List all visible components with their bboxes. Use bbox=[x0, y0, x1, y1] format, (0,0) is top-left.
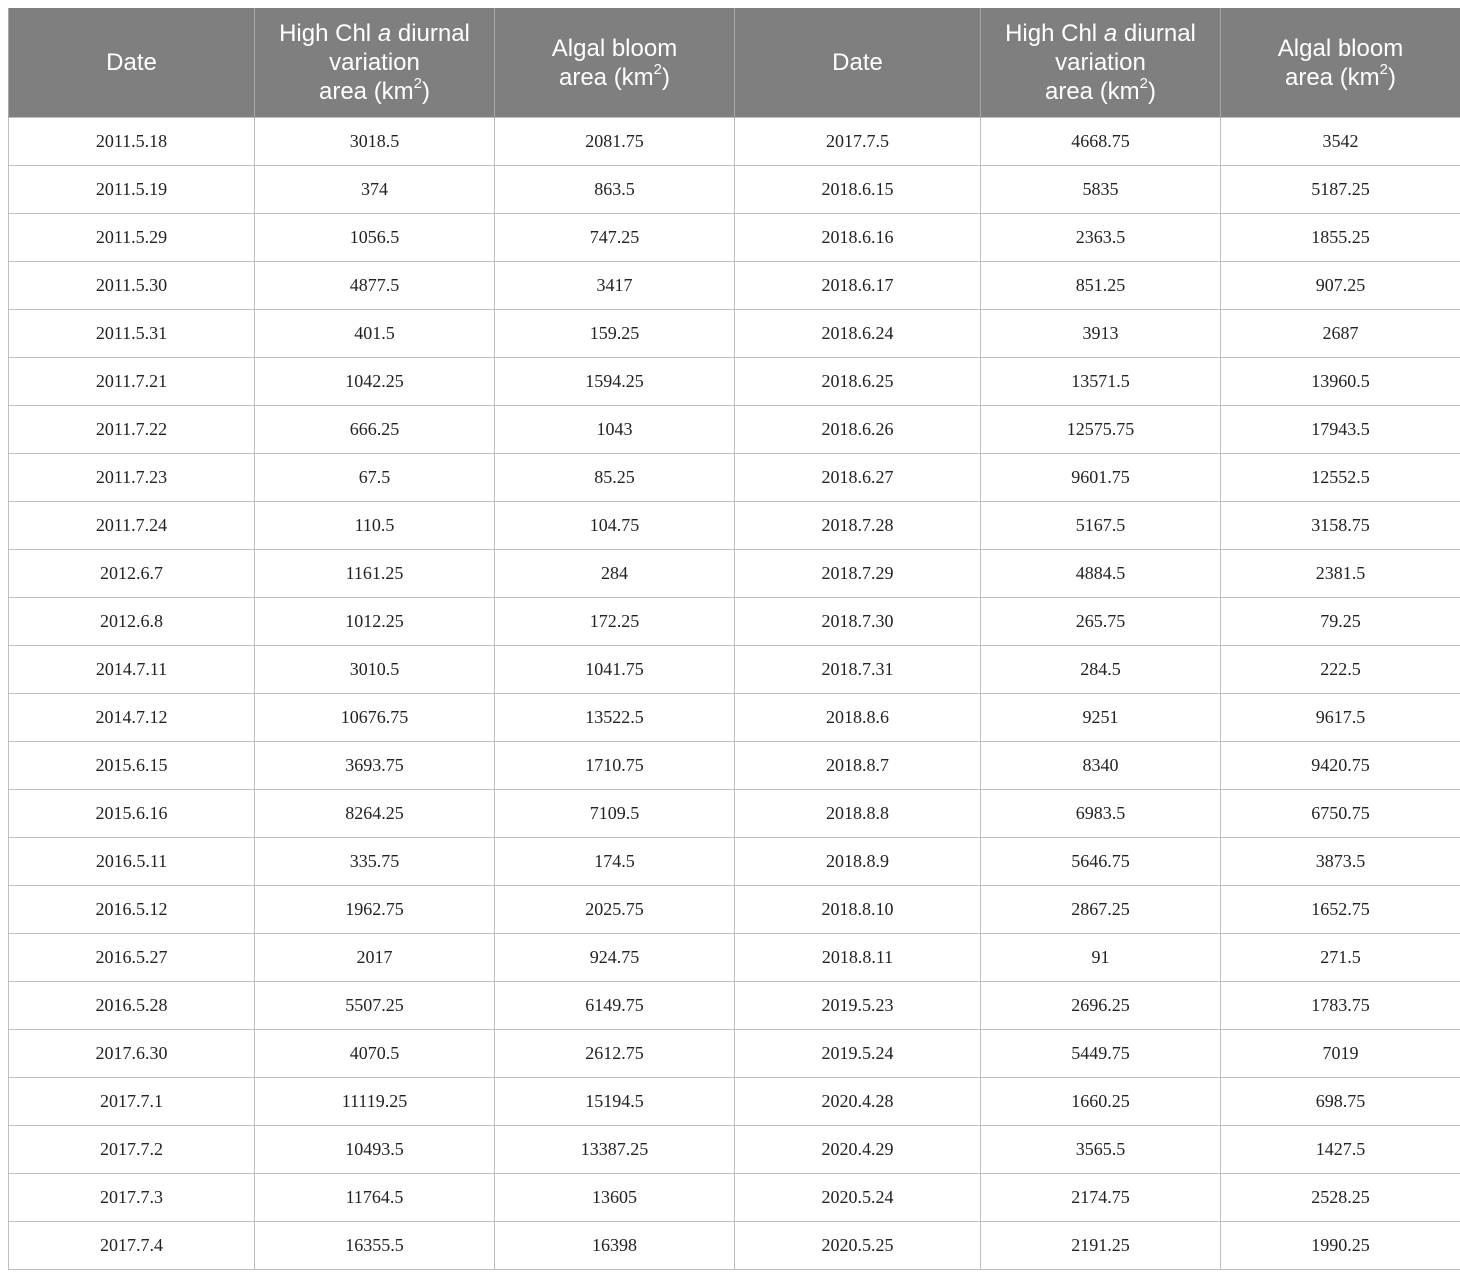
algal-bloom-area-cell: 6149.75 bbox=[495, 982, 735, 1030]
high-chl-area-cell: 13571.5 bbox=[981, 358, 1221, 406]
high-chl-area-cell: 284.5 bbox=[981, 646, 1221, 694]
date-cell: 2011.5.31 bbox=[9, 310, 255, 358]
high-chl-area-cell: 11764.5 bbox=[255, 1174, 495, 1222]
high-chl-area-cell: 1042.25 bbox=[255, 358, 495, 406]
algal-bloom-area-cell: 17943.5 bbox=[1221, 406, 1460, 454]
algal-bloom-area-cell: 747.25 bbox=[495, 214, 735, 262]
table-row bbox=[9, 358, 1460, 406]
algal-bloom-area-cell: 13522.5 bbox=[495, 694, 735, 742]
high-chl-area-cell: 16355.5 bbox=[255, 1222, 495, 1270]
algal-bloom-area-cell: 174.5 bbox=[495, 838, 735, 886]
header-high-chl-area bbox=[255, 8, 495, 118]
algal-bloom-area-cell: 2381.5 bbox=[1221, 550, 1460, 598]
high-chl-area-cell: 1012.25 bbox=[255, 598, 495, 646]
algal-bloom-area-cell: 1710.75 bbox=[495, 742, 735, 790]
high-chl-area-cell: 2174.75 bbox=[981, 1174, 1221, 1222]
algal-bloom-area-cell: 1783.75 bbox=[1221, 982, 1460, 1030]
algal-bloom-area-cell: 12552.5 bbox=[1221, 454, 1460, 502]
high-chl-area-cell: 10676.75 bbox=[255, 694, 495, 742]
algal-bloom-area-cell: 907.25 bbox=[1221, 262, 1460, 310]
table-row bbox=[9, 502, 1460, 550]
algal-bloom-area-cell: 2528.25 bbox=[1221, 1174, 1460, 1222]
high-chl-area-cell: 265.75 bbox=[981, 598, 1221, 646]
date-cell: 2017.6.30 bbox=[9, 1030, 255, 1078]
header-line-2: variation bbox=[1055, 49, 1146, 76]
table-body bbox=[9, 118, 1460, 1270]
date-cell: 2018.6.16 bbox=[735, 214, 981, 262]
algal-bloom-area-cell: 159.25 bbox=[495, 310, 735, 358]
date-cell: 2018.8.9 bbox=[735, 838, 981, 886]
high-chl-area-cell: 5835 bbox=[981, 166, 1221, 214]
algal-bloom-area-cell: 924.75 bbox=[495, 934, 735, 982]
header-date-label: Date bbox=[106, 49, 157, 76]
data-table bbox=[8, 8, 1460, 1270]
table-row bbox=[9, 790, 1460, 838]
high-chl-area-cell: 2867.25 bbox=[981, 886, 1221, 934]
header-line-2: variation bbox=[329, 49, 420, 76]
high-chl-area-cell: 3913 bbox=[981, 310, 1221, 358]
table-row bbox=[9, 118, 1460, 166]
date-cell: 2020.4.29 bbox=[735, 1126, 981, 1174]
high-chl-area-cell: 3565.5 bbox=[981, 1126, 1221, 1174]
table-row bbox=[9, 1030, 1460, 1078]
high-chl-area-cell: 3693.75 bbox=[255, 742, 495, 790]
algal-bloom-area-cell: 222.5 bbox=[1221, 646, 1460, 694]
table-row bbox=[9, 838, 1460, 886]
table-row bbox=[9, 886, 1460, 934]
table-row bbox=[9, 454, 1460, 502]
table-row bbox=[9, 598, 1460, 646]
date-cell: 2017.7.5 bbox=[735, 118, 981, 166]
algal-bloom-area-cell: 1594.25 bbox=[495, 358, 735, 406]
high-chl-area-cell: 9251 bbox=[981, 694, 1221, 742]
algal-bloom-area-cell: 172.25 bbox=[495, 598, 735, 646]
algal-bloom-area-cell: 7019 bbox=[1221, 1030, 1460, 1078]
date-cell: 2014.7.11 bbox=[9, 646, 255, 694]
date-cell: 2011.5.19 bbox=[9, 166, 255, 214]
algal-bloom-area-cell: 2081.75 bbox=[495, 118, 735, 166]
table-row bbox=[9, 166, 1460, 214]
header-algal-bloom-area bbox=[1221, 8, 1460, 118]
date-cell: 2020.4.28 bbox=[735, 1078, 981, 1126]
algal-bloom-area-cell: 13605 bbox=[495, 1174, 735, 1222]
high-chl-area-cell: 5167.5 bbox=[981, 502, 1221, 550]
header-line-3: area $(km^2)$ bbox=[1044, 75, 1157, 105]
algal-bloom-area-cell: 3873.5 bbox=[1221, 838, 1460, 886]
date-cell: 2011.5.29 bbox=[9, 214, 255, 262]
date-cell: 2011.7.23 bbox=[9, 454, 255, 502]
algal-bloom-area-cell: 2612.75 bbox=[495, 1030, 735, 1078]
date-cell: 2018.6.25 bbox=[735, 358, 981, 406]
table-row bbox=[9, 310, 1460, 358]
high-chl-area-cell: 3018.5 bbox=[255, 118, 495, 166]
high-chl-area-cell: 2191.25 bbox=[981, 1222, 1221, 1270]
date-cell: 2018.8.7 bbox=[735, 742, 981, 790]
table-row bbox=[9, 646, 1460, 694]
date-cell: 2019.5.23 bbox=[735, 982, 981, 1030]
algal-bloom-area-cell: 284 bbox=[495, 550, 735, 598]
high-chl-area-cell: 110.5 bbox=[255, 502, 495, 550]
date-cell: 2016.5.11 bbox=[9, 838, 255, 886]
date-cell: 2015.6.16 bbox=[9, 790, 255, 838]
high-chl-area-cell: 4070.5 bbox=[255, 1030, 495, 1078]
high-chl-area-cell: 1056.5 bbox=[255, 214, 495, 262]
algal-bloom-area-cell: 698.75 bbox=[1221, 1078, 1460, 1126]
table-row bbox=[9, 1222, 1460, 1270]
date-cell: 2018.7.28 bbox=[735, 502, 981, 550]
header-line-2: area $(km^2)$ bbox=[558, 60, 671, 91]
date-cell: 2017.7.2 bbox=[9, 1126, 255, 1174]
algal-bloom-area-cell: 3158.75 bbox=[1221, 502, 1460, 550]
high-chl-area-cell: 1161.25 bbox=[255, 550, 495, 598]
table-row bbox=[9, 406, 1460, 454]
algal-bloom-area-cell: 85.25 bbox=[495, 454, 735, 502]
date-cell: 2016.5.12 bbox=[9, 886, 255, 934]
header-high-chl-area bbox=[981, 8, 1221, 118]
table-row bbox=[9, 550, 1460, 598]
date-cell: 2018.6.17 bbox=[735, 262, 981, 310]
high-chl-area-cell: 2696.25 bbox=[981, 982, 1221, 1030]
header-line-2: area $(km^2)$ bbox=[1284, 60, 1397, 91]
algal-bloom-area-cell: 2687 bbox=[1221, 310, 1460, 358]
high-chl-area-cell: 8340 bbox=[981, 742, 1221, 790]
date-cell: 2018.8.8 bbox=[735, 790, 981, 838]
algal-bloom-area-cell: 15194.5 bbox=[495, 1078, 735, 1126]
header-row bbox=[9, 8, 1460, 118]
algal-bloom-area-cell: 9420.75 bbox=[1221, 742, 1460, 790]
high-chl-area-cell: 4884.5 bbox=[981, 550, 1221, 598]
algal-bloom-area-cell: 9617.5 bbox=[1221, 694, 1460, 742]
date-cell: 2015.6.15 bbox=[9, 742, 255, 790]
algal-bloom-area-cell: 104.75 bbox=[495, 502, 735, 550]
algal-bloom-area-cell: 13960.5 bbox=[1221, 358, 1460, 406]
date-cell: 2018.6.24 bbox=[735, 310, 981, 358]
algal-bloom-area-cell: 3542 bbox=[1221, 118, 1460, 166]
high-chl-area-cell: 91 bbox=[981, 934, 1221, 982]
algal-bloom-area-cell: 7109.5 bbox=[495, 790, 735, 838]
high-chl-area-cell: 12575.75 bbox=[981, 406, 1221, 454]
header-line-1: Algal bloom bbox=[551, 34, 678, 62]
table-row bbox=[9, 1078, 1460, 1126]
date-cell: 2019.5.24 bbox=[735, 1030, 981, 1078]
high-chl-area-cell: 3010.5 bbox=[255, 646, 495, 694]
high-chl-area-cell: 1660.25 bbox=[981, 1078, 1221, 1126]
algal-bloom-area-cell: 1041.75 bbox=[495, 646, 735, 694]
date-cell: 2016.5.27 bbox=[9, 934, 255, 982]
algal-bloom-area-cell: 1427.5 bbox=[1221, 1126, 1460, 1174]
header-line-1: Algal bloom bbox=[1277, 34, 1404, 62]
header-line-3: area $(km^2)$ bbox=[318, 75, 431, 105]
header-date bbox=[735, 8, 981, 118]
high-chl-area-cell: 1962.75 bbox=[255, 886, 495, 934]
date-cell: 2011.7.21 bbox=[9, 358, 255, 406]
high-chl-area-cell: 5449.75 bbox=[981, 1030, 1221, 1078]
date-cell: 2018.7.31 bbox=[735, 646, 981, 694]
date-cell: 2011.7.24 bbox=[9, 502, 255, 550]
high-chl-area-cell: 401.5 bbox=[255, 310, 495, 358]
high-chl-area-cell: 851.25 bbox=[981, 262, 1221, 310]
date-cell: 2014.7.12 bbox=[9, 694, 255, 742]
date-cell: 2018.6.15 bbox=[735, 166, 981, 214]
header-line-1: High Chl a diurnal bbox=[279, 20, 470, 47]
algal-bloom-area-cell: 6750.75 bbox=[1221, 790, 1460, 838]
date-cell: 2017.7.1 bbox=[9, 1078, 255, 1126]
date-cell: 2018.6.27 bbox=[735, 454, 981, 502]
high-chl-area-cell: 6983.5 bbox=[981, 790, 1221, 838]
high-chl-area-cell: 5507.25 bbox=[255, 982, 495, 1030]
header-date bbox=[9, 8, 255, 118]
date-cell: 2018.8.11 bbox=[735, 934, 981, 982]
algal-bloom-area-cell: 1855.25 bbox=[1221, 214, 1460, 262]
algal-bloom-area-cell: 13387.25 bbox=[495, 1126, 735, 1174]
high-chl-area-cell: 666.25 bbox=[255, 406, 495, 454]
algal-bloom-area-cell: 16398 bbox=[495, 1222, 735, 1270]
date-cell: 2018.6.26 bbox=[735, 406, 981, 454]
date-cell: 2018.8.6 bbox=[735, 694, 981, 742]
high-chl-area-cell: 4668.75 bbox=[981, 118, 1221, 166]
high-chl-area-cell: 2363.5 bbox=[981, 214, 1221, 262]
table-row bbox=[9, 262, 1460, 310]
header-algal-bloom-area bbox=[495, 8, 735, 118]
table-row bbox=[9, 694, 1460, 742]
algal-bloom-area-cell: 863.5 bbox=[495, 166, 735, 214]
date-cell: 2017.7.3 bbox=[9, 1174, 255, 1222]
table-row bbox=[9, 214, 1460, 262]
high-chl-area-cell: 5646.75 bbox=[981, 838, 1221, 886]
table-row bbox=[9, 1126, 1460, 1174]
algal-bloom-area-cell: 79.25 bbox=[1221, 598, 1460, 646]
date-cell: 2018.7.30 bbox=[735, 598, 981, 646]
date-cell: 2012.6.7 bbox=[9, 550, 255, 598]
date-cell: 2017.7.4 bbox=[9, 1222, 255, 1270]
high-chl-area-cell: 11119.25 bbox=[255, 1078, 495, 1126]
high-chl-area-cell: 2017 bbox=[255, 934, 495, 982]
algal-bloom-area-cell: 271.5 bbox=[1221, 934, 1460, 982]
date-cell: 2016.5.28 bbox=[9, 982, 255, 1030]
table-row bbox=[9, 982, 1460, 1030]
table-row bbox=[9, 742, 1460, 790]
algal-bloom-area-cell: 1652.75 bbox=[1221, 886, 1460, 934]
high-chl-area-cell: 67.5 bbox=[255, 454, 495, 502]
algal-bloom-area-cell: 3417 bbox=[495, 262, 735, 310]
date-cell: 2011.5.30 bbox=[9, 262, 255, 310]
high-chl-area-cell: 4877.5 bbox=[255, 262, 495, 310]
date-cell: 2018.8.10 bbox=[735, 886, 981, 934]
high-chl-area-cell: 9601.75 bbox=[981, 454, 1221, 502]
high-chl-area-cell: 335.75 bbox=[255, 838, 495, 886]
table-row bbox=[9, 934, 1460, 982]
date-cell: 2020.5.25 bbox=[735, 1222, 981, 1270]
date-cell: 2011.5.18 bbox=[9, 118, 255, 166]
algal-bloom-area-cell: 5187.25 bbox=[1221, 166, 1460, 214]
algal-bloom-area-cell: 2025.75 bbox=[495, 886, 735, 934]
algal-bloom-area-cell: 1043 bbox=[495, 406, 735, 454]
high-chl-area-cell: 10493.5 bbox=[255, 1126, 495, 1174]
header-date-label: Date bbox=[832, 49, 883, 76]
date-cell: 2018.7.29 bbox=[735, 550, 981, 598]
high-chl-area-cell: 374 bbox=[255, 166, 495, 214]
algal-bloom-area-cell: 1990.25 bbox=[1221, 1222, 1460, 1270]
high-chl-area-cell: 8264.25 bbox=[255, 790, 495, 838]
date-cell: 2012.6.8 bbox=[9, 598, 255, 646]
date-cell: 2011.7.22 bbox=[9, 406, 255, 454]
table-row bbox=[9, 1174, 1460, 1222]
header-line-1: High Chl a diurnal bbox=[1005, 20, 1196, 47]
date-cell: 2020.5.24 bbox=[735, 1174, 981, 1222]
